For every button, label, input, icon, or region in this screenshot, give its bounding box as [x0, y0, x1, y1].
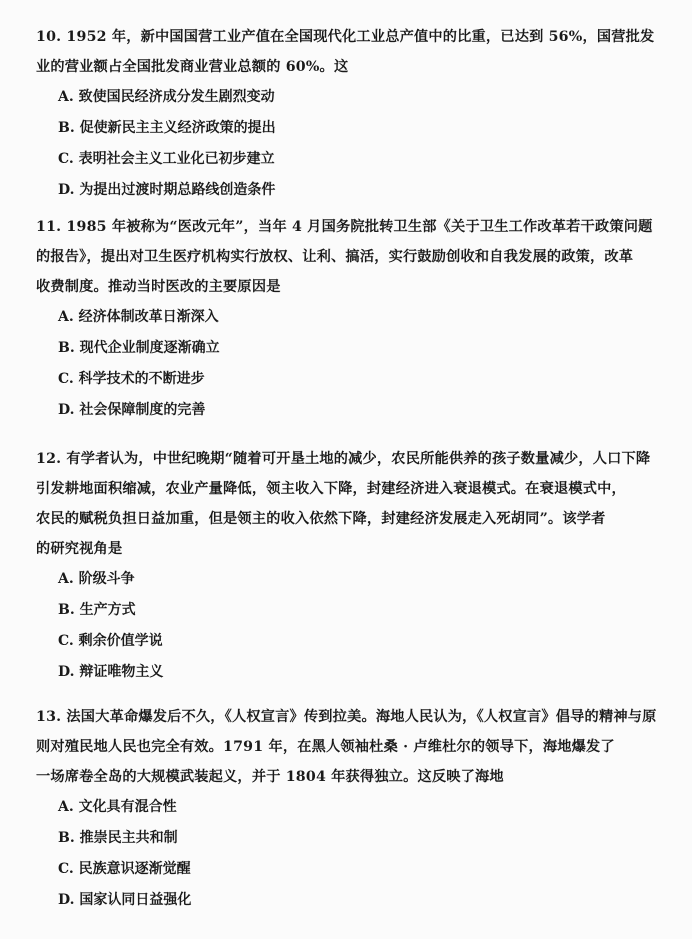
question-11: [36, 212, 676, 426]
option-d[interactable]: D. 国家认同日益强化: [58, 892, 192, 908]
stem-line: 12. 有学者认为，中世纪晚期“随着可开垦土地的减少，农民所能供养的孩子数量减少，人口下降: [36, 451, 651, 467]
option-a[interactable]: A. 经济体制改革日渐深入: [58, 309, 219, 325]
option-b[interactable]: B. 现代企业制度逐渐确立: [58, 340, 220, 356]
option-d[interactable]: D. 社会保障制度的完善: [58, 402, 206, 418]
option-b[interactable]: B. 促使新民主主义经济政策的提出: [58, 120, 276, 136]
question-stem: [36, 702, 676, 792]
stem-line: 业的营业额占全国批发商业营业总额的 60%。这: [36, 59, 349, 75]
option-d[interactable]: D. 为提出过渡时期总路线创造条件: [58, 182, 276, 198]
question-stem: [36, 444, 676, 564]
option-c[interactable]: C. 科学技术的不断进步: [58, 371, 205, 387]
stem-line: 农民的赋税负担日益加重，但是领主的收入依然下降，封建经济发展走入死胡同”。该学者: [36, 511, 606, 527]
option-c[interactable]: C. 剩余价值学说: [58, 633, 163, 649]
stem-line: 引发耕地面积缩减，农业产量降低，领主收入下降，封建经济进入衰退模式。在衰退模式中，: [36, 481, 626, 497]
option-b[interactable]: B. 推崇民主共和制: [58, 830, 178, 846]
option-c[interactable]: C. 民族意识逐渐觉醒: [58, 861, 191, 877]
option-c[interactable]: C. 表明社会主义工业化已初步建立: [58, 151, 275, 167]
stem-line: 一场席卷全岛的大规模武装起义，并于 1804 年获得独立。这反映了海地: [36, 769, 504, 785]
option-d[interactable]: D. 辩证唯物主义: [58, 664, 164, 680]
stem-line: 的研究视角是: [36, 541, 123, 557]
option-a[interactable]: A. 文化具有混合性: [58, 799, 177, 815]
question-13: [36, 702, 676, 916]
stem-line: 的报告》，提出对卫生医疗机构实行放权、让利、搞活，实行鼓励创收和自我发展的政策，改革: [36, 249, 634, 265]
option-a[interactable]: A. 阶级斗争: [58, 571, 135, 587]
question-12: [36, 444, 676, 688]
question-stem: [36, 212, 676, 302]
stem-line: 10. 1952 年，新中国国营工业产值在全国现代化工业总产值中的比重，已达到 56%，国营批发: [36, 29, 655, 45]
question-stem: [36, 22, 676, 82]
question-10: [36, 22, 676, 206]
option-b[interactable]: B. 生产方式: [58, 602, 136, 618]
stem-line: 11. 1985 年被称为“医改元年”，当年 4 月国务院批转卫生部《关于卫生工作改革若干政策问题: [36, 219, 653, 235]
stem-line: 13. 法国大革命爆发后不久，《人权宣言》传到拉美。海地人民认为，《人权宣言》倡导的精神与原: [36, 709, 657, 725]
stem-line: 收费制度。推动当时医改的主要原因是: [36, 279, 281, 295]
stem-line: 则对殖民地人民也完全有效。1791 年，在黑人领袖杜桑 · 卢维杜尔的领导下，海地爆发了: [36, 739, 615, 755]
option-a[interactable]: A. 致使国民经济成分发生剧烈变动: [58, 89, 275, 105]
